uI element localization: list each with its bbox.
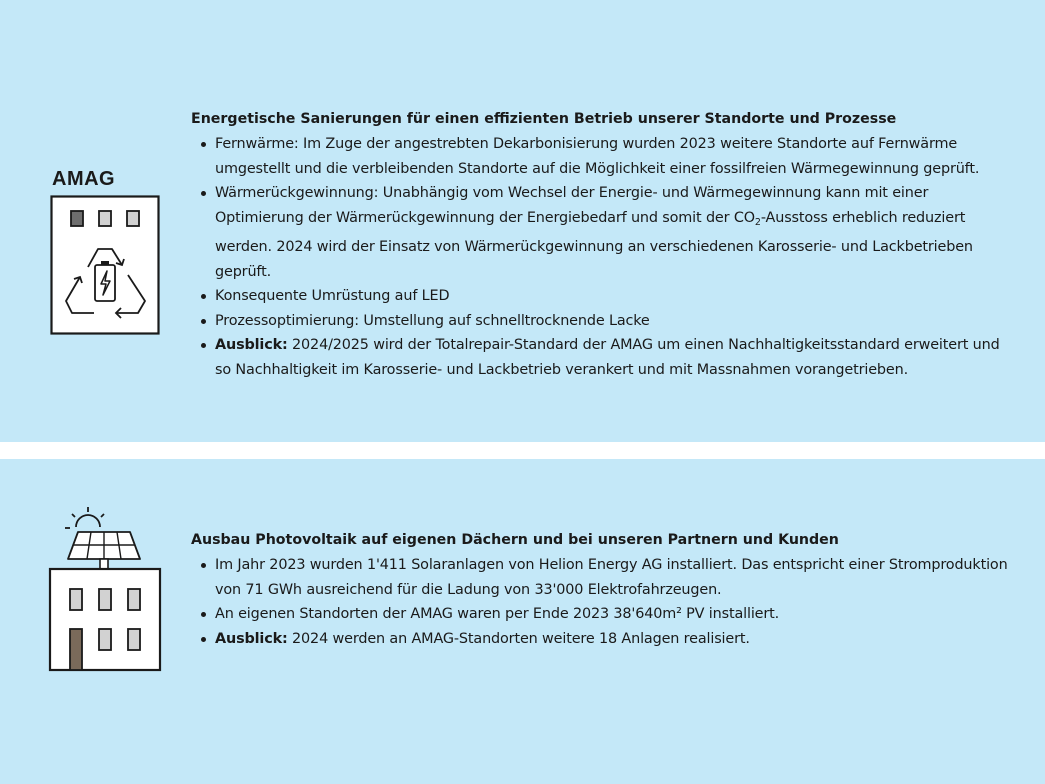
list-item-text: Fernwärme: Im Zuge der angestrebten Dekarbonisierung wurden 2023 weitere Standorte auf Fernwärme umgestellt und die verbleibenden Standorte auf die Möglichkeit einer fossilfreien Wärmegewinnung geprüft. xyxy=(215,136,980,177)
section2-content xyxy=(191,530,1011,651)
list-item-text: 2024/2025 wird der Totalrepair-Standard der AMAG um einen Nachhaltigkeitsstandard erweitert und so Nachhaltigkeit im Karosserie- und Lackbetrieb verankert und mit Massnahmen vorangetrieben. xyxy=(215,337,1000,378)
list-item-text: 2024 werden an AMAG-Standorten weitere 18 Anlagen realisiert. xyxy=(287,630,750,647)
list-item-text: -Ausstoss erheblich reduziert werden. 2024 wird der Einsatz von Wärmerückgewinnung an verschiedenen Karosserie- und Lackbetrieben geprüft. xyxy=(215,209,973,280)
list-item xyxy=(191,627,1011,652)
amag-logo: AMAG xyxy=(52,168,116,190)
outlook-label: Ausblick: xyxy=(215,337,288,353)
section1-list xyxy=(191,132,1011,382)
building-recycle-battery-icon xyxy=(50,195,162,341)
list-item xyxy=(191,132,1011,181)
list-item xyxy=(191,333,1011,382)
list-item-text: Konsequente Umrüstung auf LED xyxy=(215,288,450,304)
outlook-label: Ausblick: xyxy=(215,630,288,647)
list-item-text: Im Jahr 2023 wurden 1'411 Solaranlagen von Helion Energy AG installiert. Das entspricht einer Stromproduktion von 71 GWh ausreichend für die Ladung von 33'000 Elektrofahrzeugen. xyxy=(215,557,1008,598)
section2-list xyxy=(191,553,1011,651)
building-solar-panel-icon xyxy=(48,505,164,677)
section1-content xyxy=(191,109,1011,382)
list-item xyxy=(191,181,1011,284)
list-item-text: An eigenen Standorten der AMAG waren per Ende 2023 38'640m² PV installiert. xyxy=(215,606,780,622)
section1-heading: Energetische Sanierungen für einen effizienten Betrieb unserer Standorte und Prozesse xyxy=(191,111,897,127)
list-item xyxy=(191,553,1011,602)
section2-heading: Ausbau Photovoltaik auf eigenen Dächern und bei unseren Partnern und Kunden xyxy=(191,532,839,548)
list-item-text: Wärmerückgewinnung: Unabhängig vom Wechsel der Energie- und Wärmegewinnung kann mit einer Optimierung der Wärmerückgewinnung der Energiebedarf und somit der CO xyxy=(215,185,929,226)
list-item xyxy=(191,284,1011,309)
list-item-text: Prozessoptimierung: Umstellung auf schnelltrocknende Lacke xyxy=(215,312,650,329)
list-item xyxy=(191,309,1011,334)
subscript-text: 2 xyxy=(754,216,761,228)
list-item xyxy=(191,602,1011,627)
